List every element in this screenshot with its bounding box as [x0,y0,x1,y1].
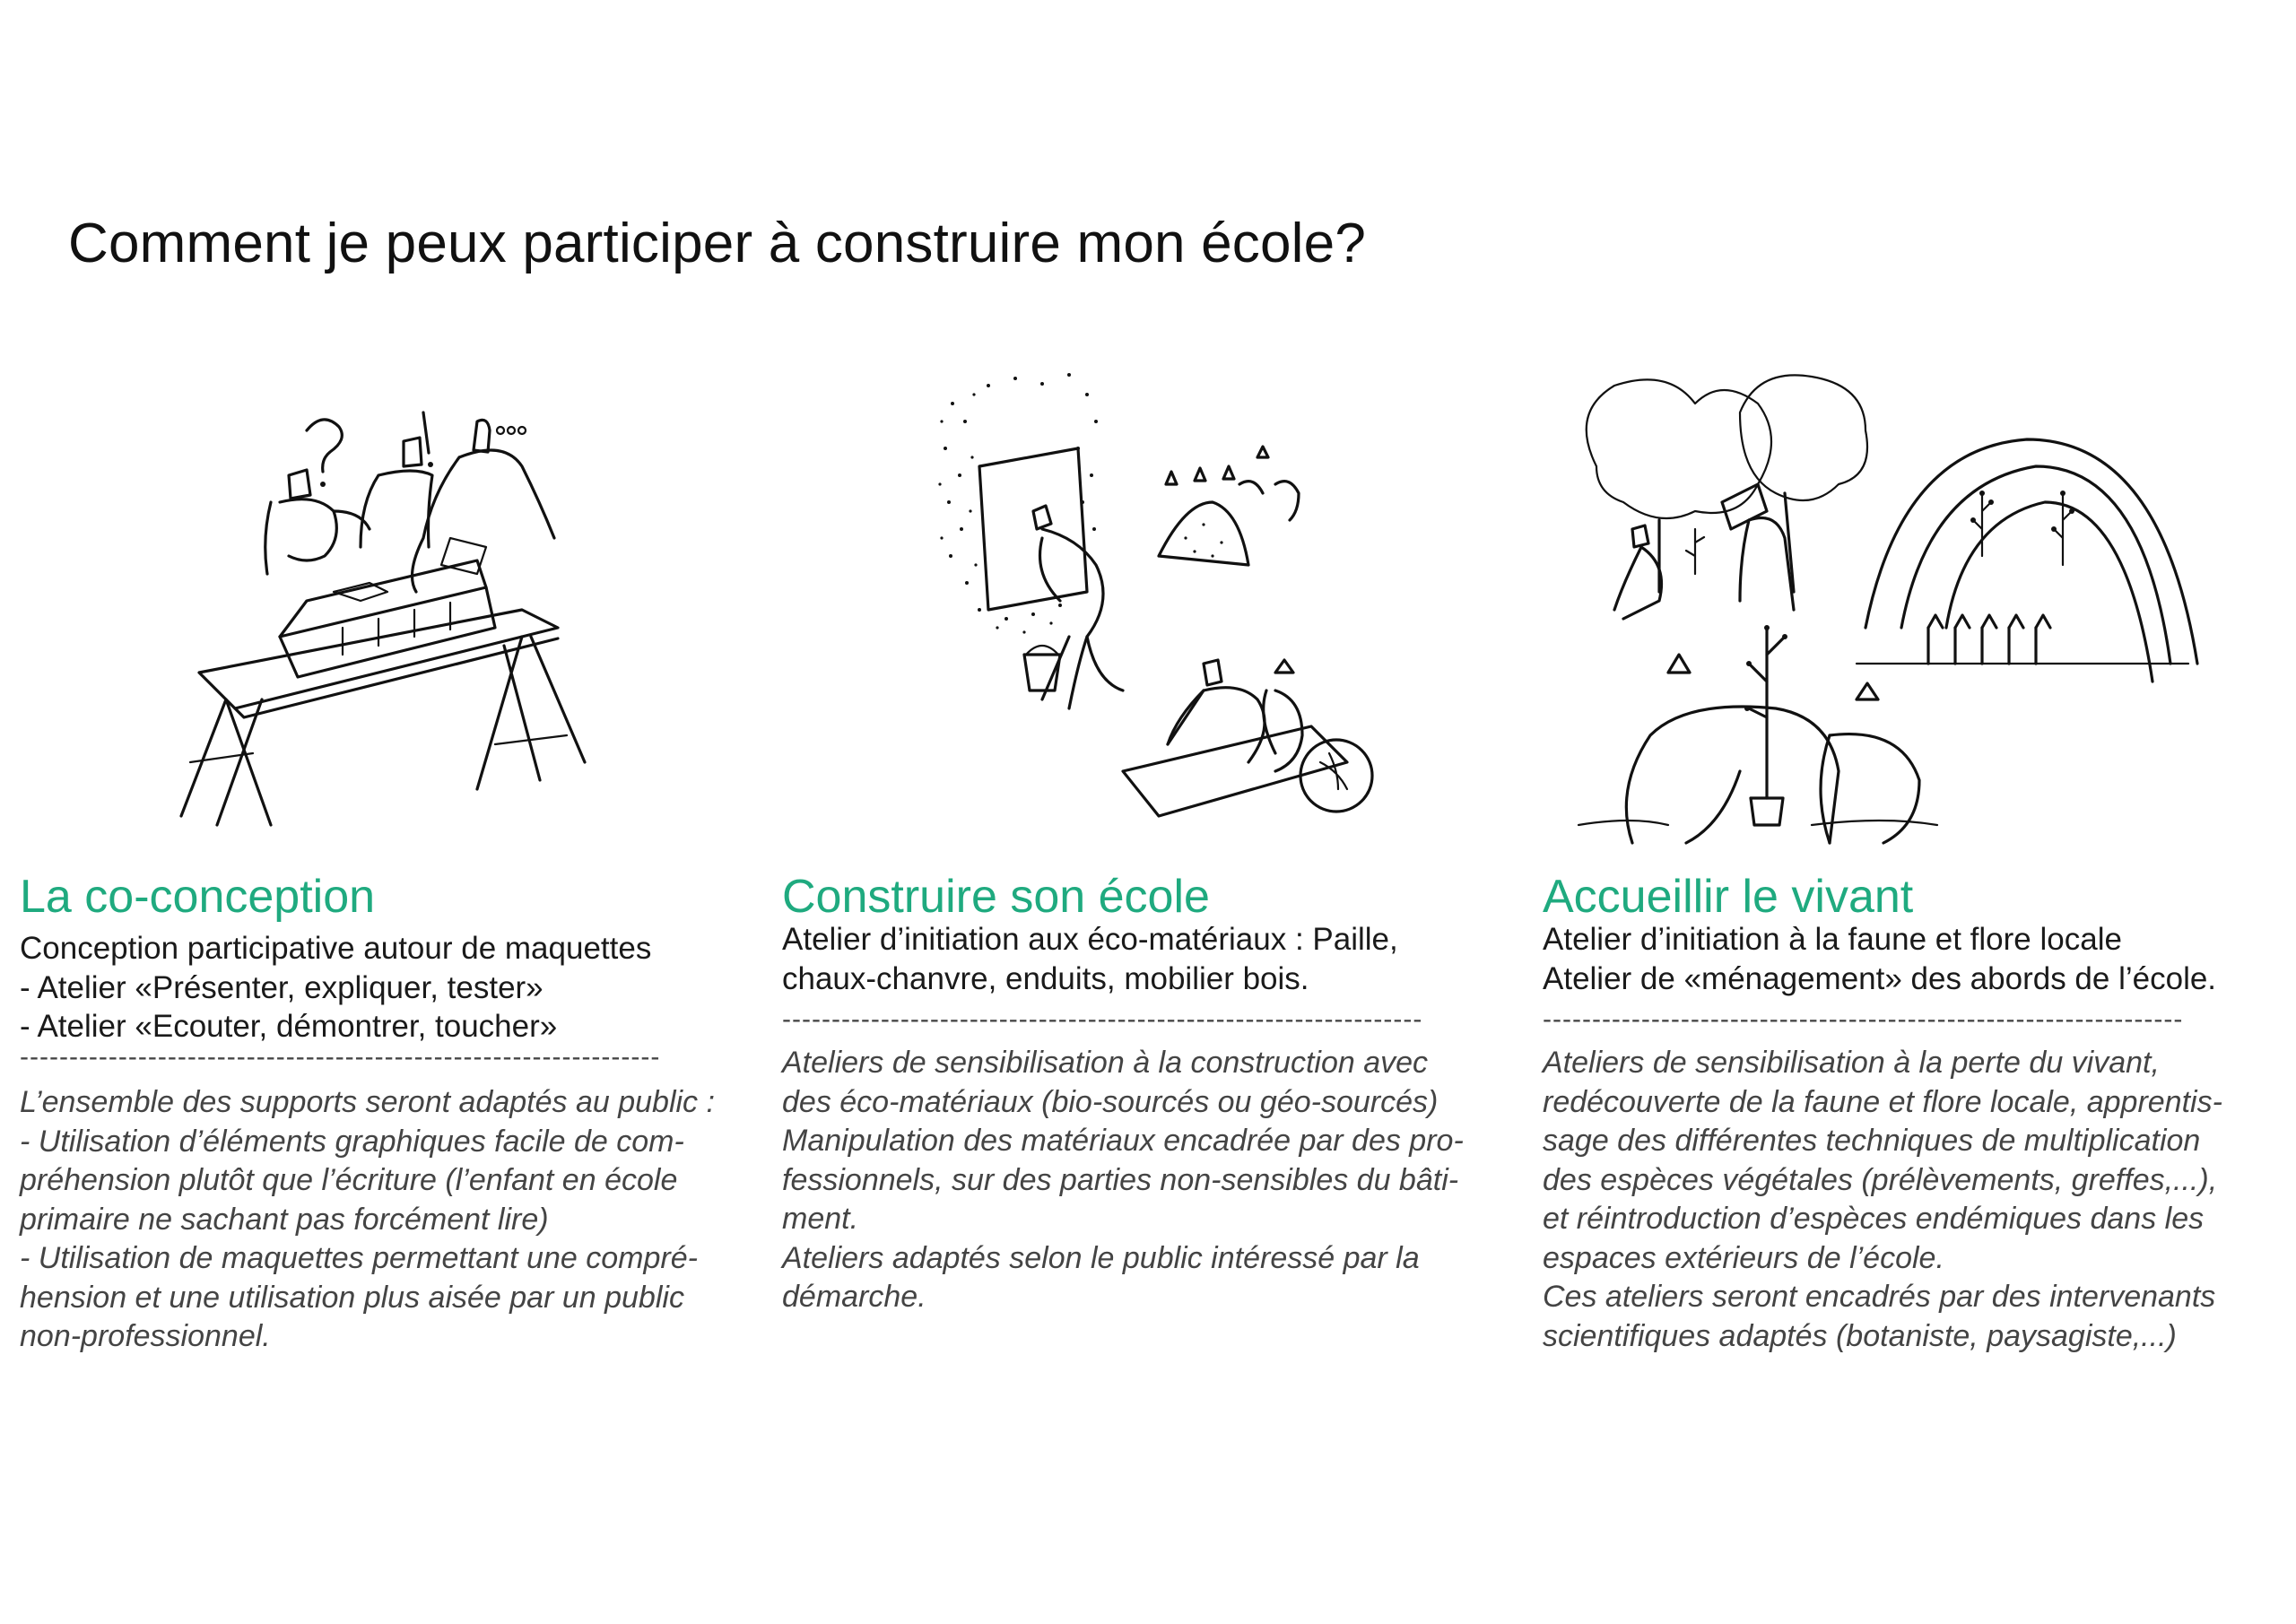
detail-line: redécouverte de la faune et flore locale, apprentis- [1543,1084,2222,1119]
detail-line: et réintroduction d’espèces endémiques dans les [1543,1202,2205,1236]
people-building-with-materials-sketch-icon [935,368,1437,861]
intro-line: chaux-chanvre, enduits, mobilier bois. [782,960,1309,996]
section-intro [20,929,651,1046]
intro-line: - Atelier «Ecouter, démontrer, toucher» [20,1009,558,1044]
people-around-model-table-sketch-icon [163,404,630,852]
detail-line: sage des différentes techniques de multiplication [1543,1124,2201,1158]
separator: ----------------------------------------------------------------- [1543,1004,2184,1034]
page-title: Comment je peux participer à construire mon école? [68,213,1367,274]
detail-line: hension et une utilisation plus aisée par un public [20,1280,684,1315]
section-intro [1543,920,2216,998]
section-details [782,1044,1464,1317]
detail-line: primaire ne sachant pas forcément lire) [20,1202,549,1237]
detail-line: espaces extérieurs de l’école. [1543,1240,1944,1275]
detail-line: Ateliers adaptés selon le public intéressé par la [782,1240,1420,1275]
detail-line: non-professionnel. [20,1319,271,1353]
intro-line: - Atelier «Présenter, expliquer, tester» [20,969,544,1005]
intro-line: Atelier de «ménagement» des abords de l’école. [1543,960,2217,996]
detail-line: ment. [782,1202,859,1236]
separator: ----------------------------------------------------------------- [20,1042,661,1072]
detail-line: des éco-matériaux (bio-sourcés ou géo-sourcés) [782,1084,1439,1119]
detail-line: Ateliers de sensibilisation à la perte du vivant, [1543,1046,2160,1080]
separator: ----------------------------------------------------------------- [782,1004,1423,1034]
detail-line: - Utilisation d’éléments graphiques facile de com- [20,1124,684,1159]
intro-line: Conception participative autour de maquettes [20,931,652,966]
section-intro [782,920,1398,998]
section-heading: Accueillir le vivant [1543,871,1914,923]
detail-line: fessionnels, sur des parties non-sensibles du bâti- [782,1162,1459,1197]
intro-line: Atelier d’initiation aux éco-matériaux : Paille, [782,922,1398,957]
detail-line: des espèces végétales (prélèvements, greffes,...), [1543,1162,2218,1197]
detail-line: Ces ateliers seront encadrés par des intervenants [1543,1280,2216,1314]
section-details [20,1083,715,1357]
detail-line: Manipulation des matériaux encadrée par des pro- [782,1124,1464,1158]
section-heading: La co-conception [20,871,376,923]
detail-line: L’ensemble des supports seront adaptés au public : [20,1085,715,1119]
detail-line: démarche. [782,1280,926,1314]
section-heading: Construire son école [782,871,1210,923]
people-planting-greenhouse-sketch-icon [1561,359,2260,852]
detail-line: préhension plutôt que l’écriture (l’enfant en école [20,1163,678,1197]
detail-line: - Utilisation de maquettes permettant une compré- [20,1241,698,1275]
detail-line: scientifiques adaptés (botaniste, paysagiste,...) [1543,1318,2177,1353]
intro-line: Atelier d’initiation à la faune et flore locale [1543,922,2122,957]
section-details [1543,1044,2222,1356]
detail-line: Ateliers de sensibilisation à la construction avec [782,1046,1429,1080]
